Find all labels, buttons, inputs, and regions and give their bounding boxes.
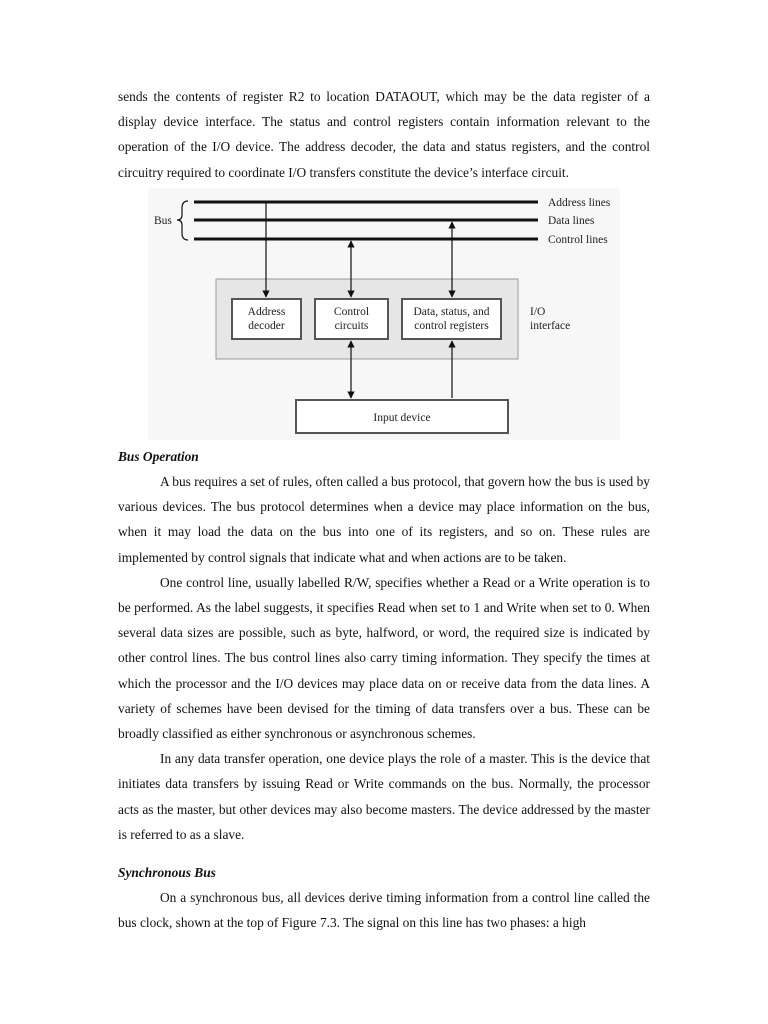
- bus-operation-paragraph-3: In any data transfer operation, one device plays the role of a master. This is the device that initiates data transfers by issuing Read or Write commands on the bus. Normally, the processor acts as the master, but other devices may also become masters. The device addressed by the master is referred to as a slave.: [118, 751, 650, 842]
- intro-paragraph-block: [118, 84, 650, 185]
- control-lines-label: Control lines: [548, 234, 608, 246]
- bus-operation-paragraph-1: A bus requires a set of rules, often called a bus protocol, that govern how the bus is used by various devices. The bus protocol determines when a device may place information on the bus, when it may load the data on the bus into one of its registers, and so on. These rules are implemented by control signals that indicate what and when actions are to be taken.: [118, 474, 650, 565]
- address-decoder-label-line1: Address: [247, 306, 286, 318]
- io-interface-label-line1: I/O: [530, 306, 546, 318]
- data-lines-label: Data lines: [548, 215, 595, 227]
- registers-label-line1: Data, status, and: [413, 306, 490, 318]
- bus-operation-section: [118, 469, 650, 847]
- control-circuits-box: [315, 299, 388, 339]
- synchronous-bus-paragraph-1: On a synchronous bus, all devices derive timing information from a control line called the bus clock, shown at the top of Figure 7.3. The signal on this line has two phases: a high: [118, 890, 650, 931]
- bus-label: Bus: [154, 215, 172, 227]
- control-circuits-label-line2: circuits: [334, 320, 369, 332]
- input-device-label: Input device: [373, 412, 431, 424]
- bus-operation-paragraph-2: One control line, usually labelled R/W, specifies whether a Read or a Write operation is to be performed. As the label suggests, it specifies Read when set to 1 and Write when set to 0. When several data sizes are possible, such as byte, halfword, or word, the required size is indicated by other control lines. The bus control lines also carry timing information. They specify the times at which the processor and the I/O devices may place data on or receive data from the data lines. A variety of schemes have been devised for the timing of data transfers over a bus. These can be broadly classified as either synchronous or asynchronous schemes.: [118, 574, 650, 742]
- synchronous-bus-section: [118, 885, 650, 935]
- address-decoder-label-line2: decoder: [248, 320, 285, 332]
- intro-paragraph: sends the contents of register R2 to location DATAOUT, which may be the data register of a display device interface. The status and control registers contain information relevant to the operation of the I/O device. The address decoder, the data and status registers, and the control circuitry required to coordinate I/O transfers constitute the device’s interface circuit.: [118, 89, 650, 180]
- control-circuits-label-line1: Control: [333, 306, 370, 318]
- io-interface-figure: [148, 188, 620, 440]
- address-lines-label: Address lines: [548, 197, 611, 209]
- data-status-control-registers-box: [402, 299, 501, 339]
- synchronous-bus-heading: Synchronous Bus: [118, 865, 216, 880]
- registers-label-line2: control registers: [414, 320, 489, 332]
- io-interface-label-line2: interface: [530, 320, 571, 332]
- bus-operation-heading: Bus Operation: [118, 449, 199, 464]
- address-decoder-box: [232, 299, 301, 339]
